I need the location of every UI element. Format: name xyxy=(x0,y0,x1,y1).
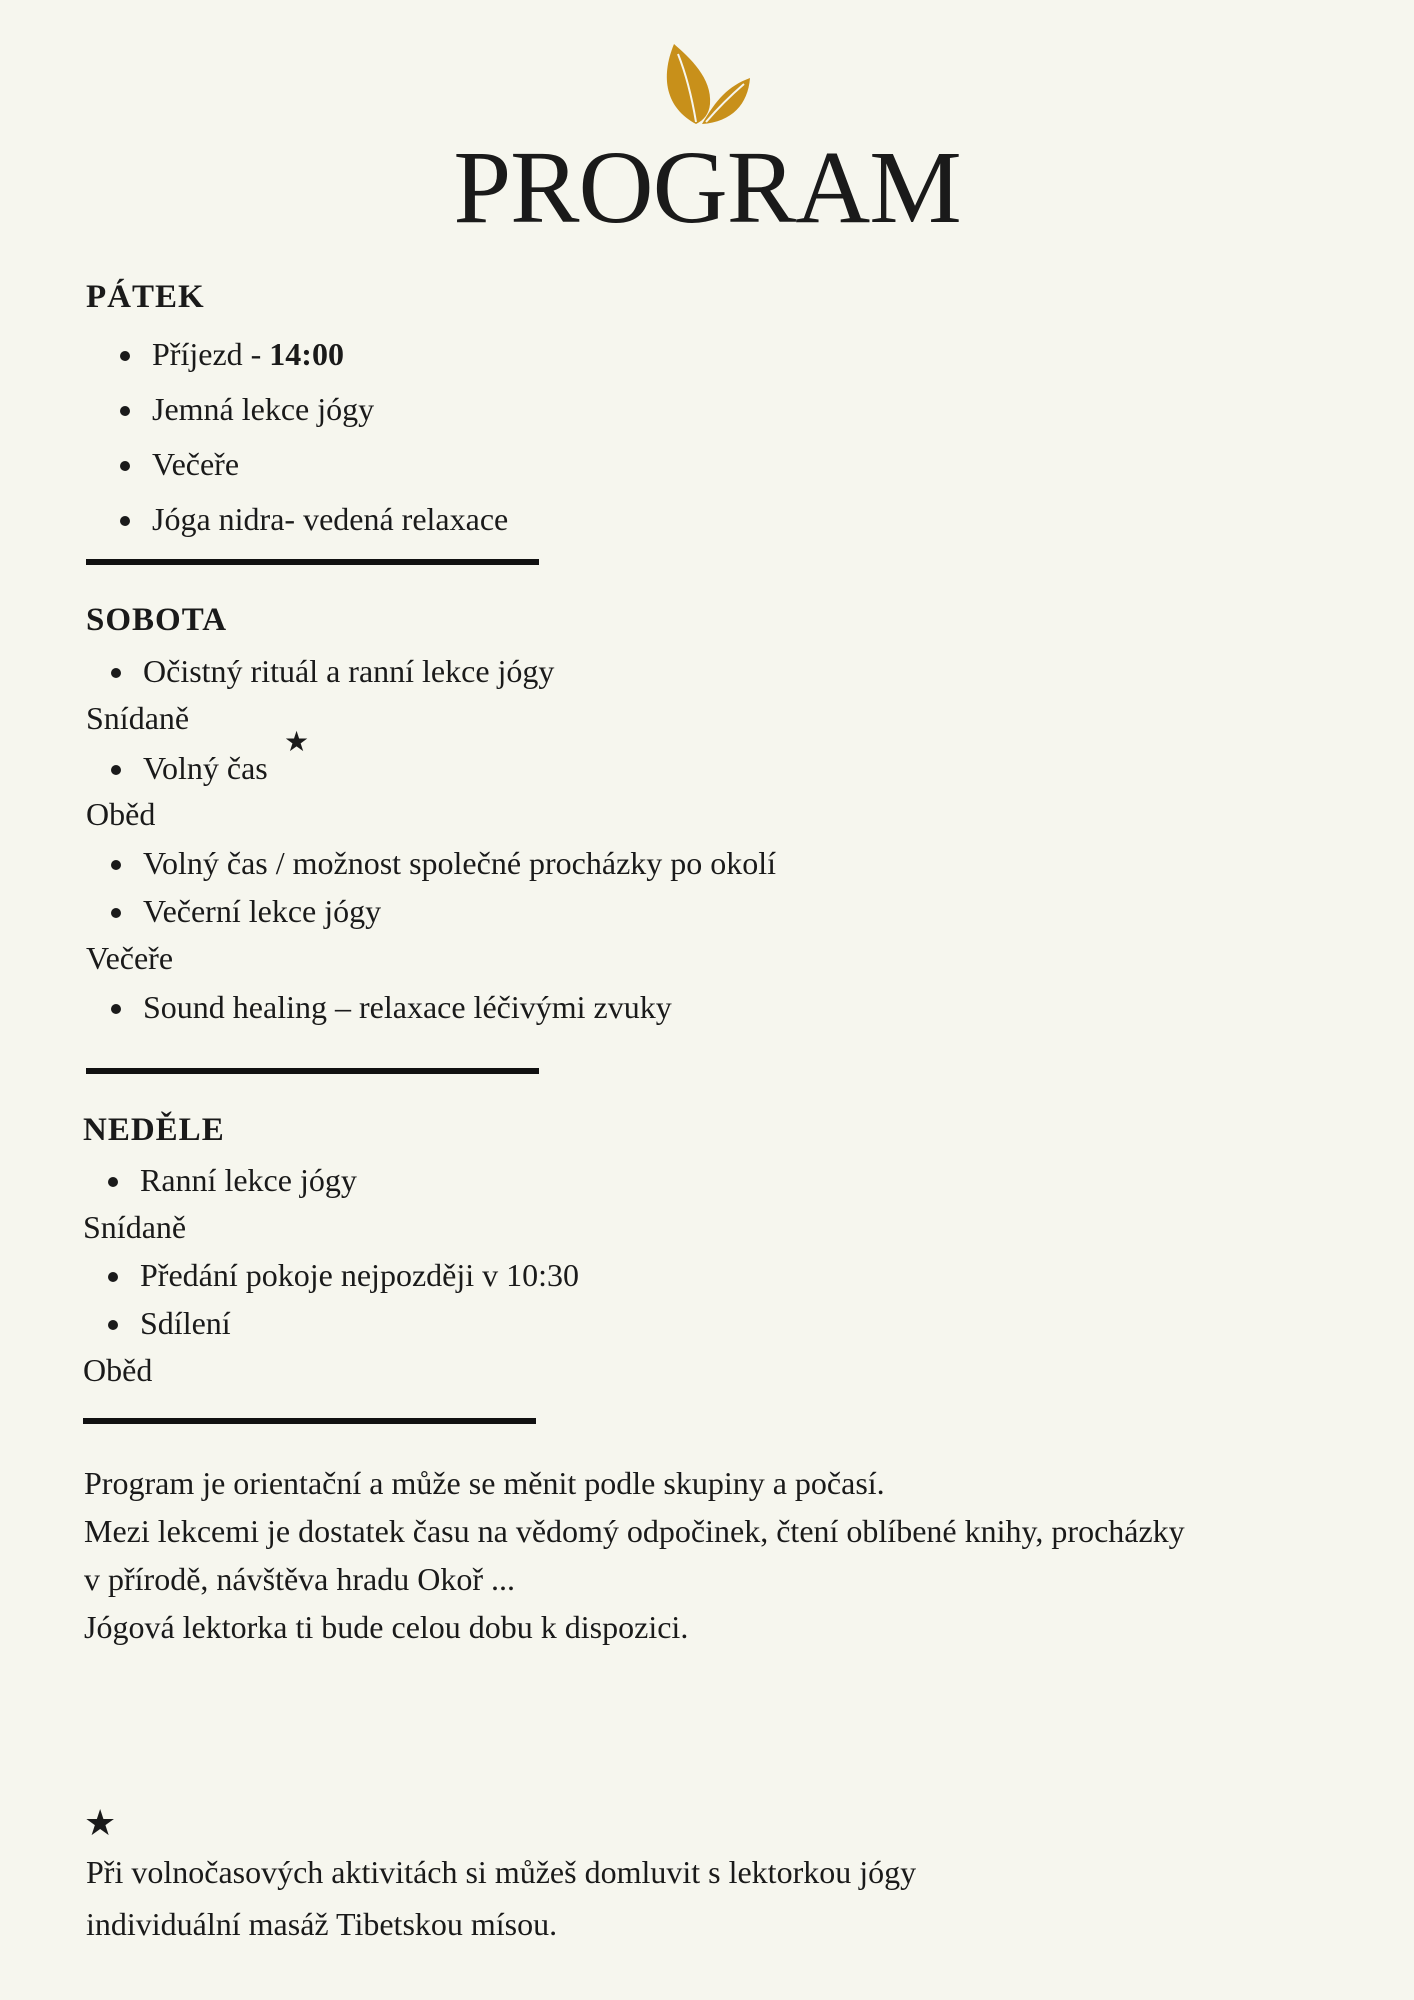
note-line: v přírodě, návštěva hradu Okoř ... xyxy=(84,1561,515,1597)
list-item: Sdílení xyxy=(140,1305,231,1341)
footnote-line: individuální masáž Tibetskou mísou. xyxy=(86,1906,558,1942)
schedule-line: Oběd xyxy=(83,1352,153,1388)
note-line: Program je orientační a může se měnit podle skupiny a počasí. xyxy=(84,1465,885,1501)
day-heading-saturday: SOBOTA xyxy=(86,602,228,638)
section-divider xyxy=(86,559,539,565)
note-line: Mezi lekcemi je dostatek času na vědomý odpočinek, čtení oblíbené knihy, procházky xyxy=(84,1513,1185,1549)
page-title: PROGRAM xyxy=(453,130,961,245)
list-item: Večeře xyxy=(152,446,240,482)
day-heading-sunday: NEDĚLE xyxy=(83,1112,225,1148)
list-item xyxy=(152,334,344,374)
section-divider xyxy=(86,1068,539,1074)
list-item: Ranní lekce jógy xyxy=(140,1162,357,1198)
footnote-line: Při volnočasových aktivitách si můžeš domluvit s lektorkou jógy xyxy=(86,1854,917,1890)
list-item-text: Příjezd - xyxy=(152,336,270,372)
schedule-line: Snídaně xyxy=(86,700,190,736)
list-item: Jemná lekce jógy xyxy=(152,391,375,427)
schedule-line: Oběd xyxy=(86,796,156,832)
list-item: Předání pokoje nejpozději v 10:30 xyxy=(140,1257,580,1293)
star-marker: ★ xyxy=(84,1803,117,1844)
day-heading-friday: PÁTEK xyxy=(86,279,205,315)
schedule-line: Snídaně xyxy=(83,1209,187,1245)
section-divider xyxy=(83,1418,536,1424)
list-item: Sound healing – relaxace léčivými zvuky xyxy=(143,989,672,1025)
leaf-icon xyxy=(656,38,752,128)
arrival-time: 14:00 xyxy=(269,336,344,372)
list-item: Večerní lekce jógy xyxy=(143,893,382,929)
list-item: Volný čas xyxy=(143,750,268,786)
list-item: Očistný rituál a ranní lekce jógy xyxy=(143,653,555,689)
list-item: Jóga nidra- vedená relaxace xyxy=(152,501,509,537)
list-item: Volný čas / možnost společné procházky po okolí xyxy=(143,845,777,881)
star-marker: ★ xyxy=(284,725,310,758)
note-line: Jógová lektorka ti bude celou dobu k dispozici. xyxy=(84,1609,689,1645)
schedule-line: Večeře xyxy=(86,940,174,976)
